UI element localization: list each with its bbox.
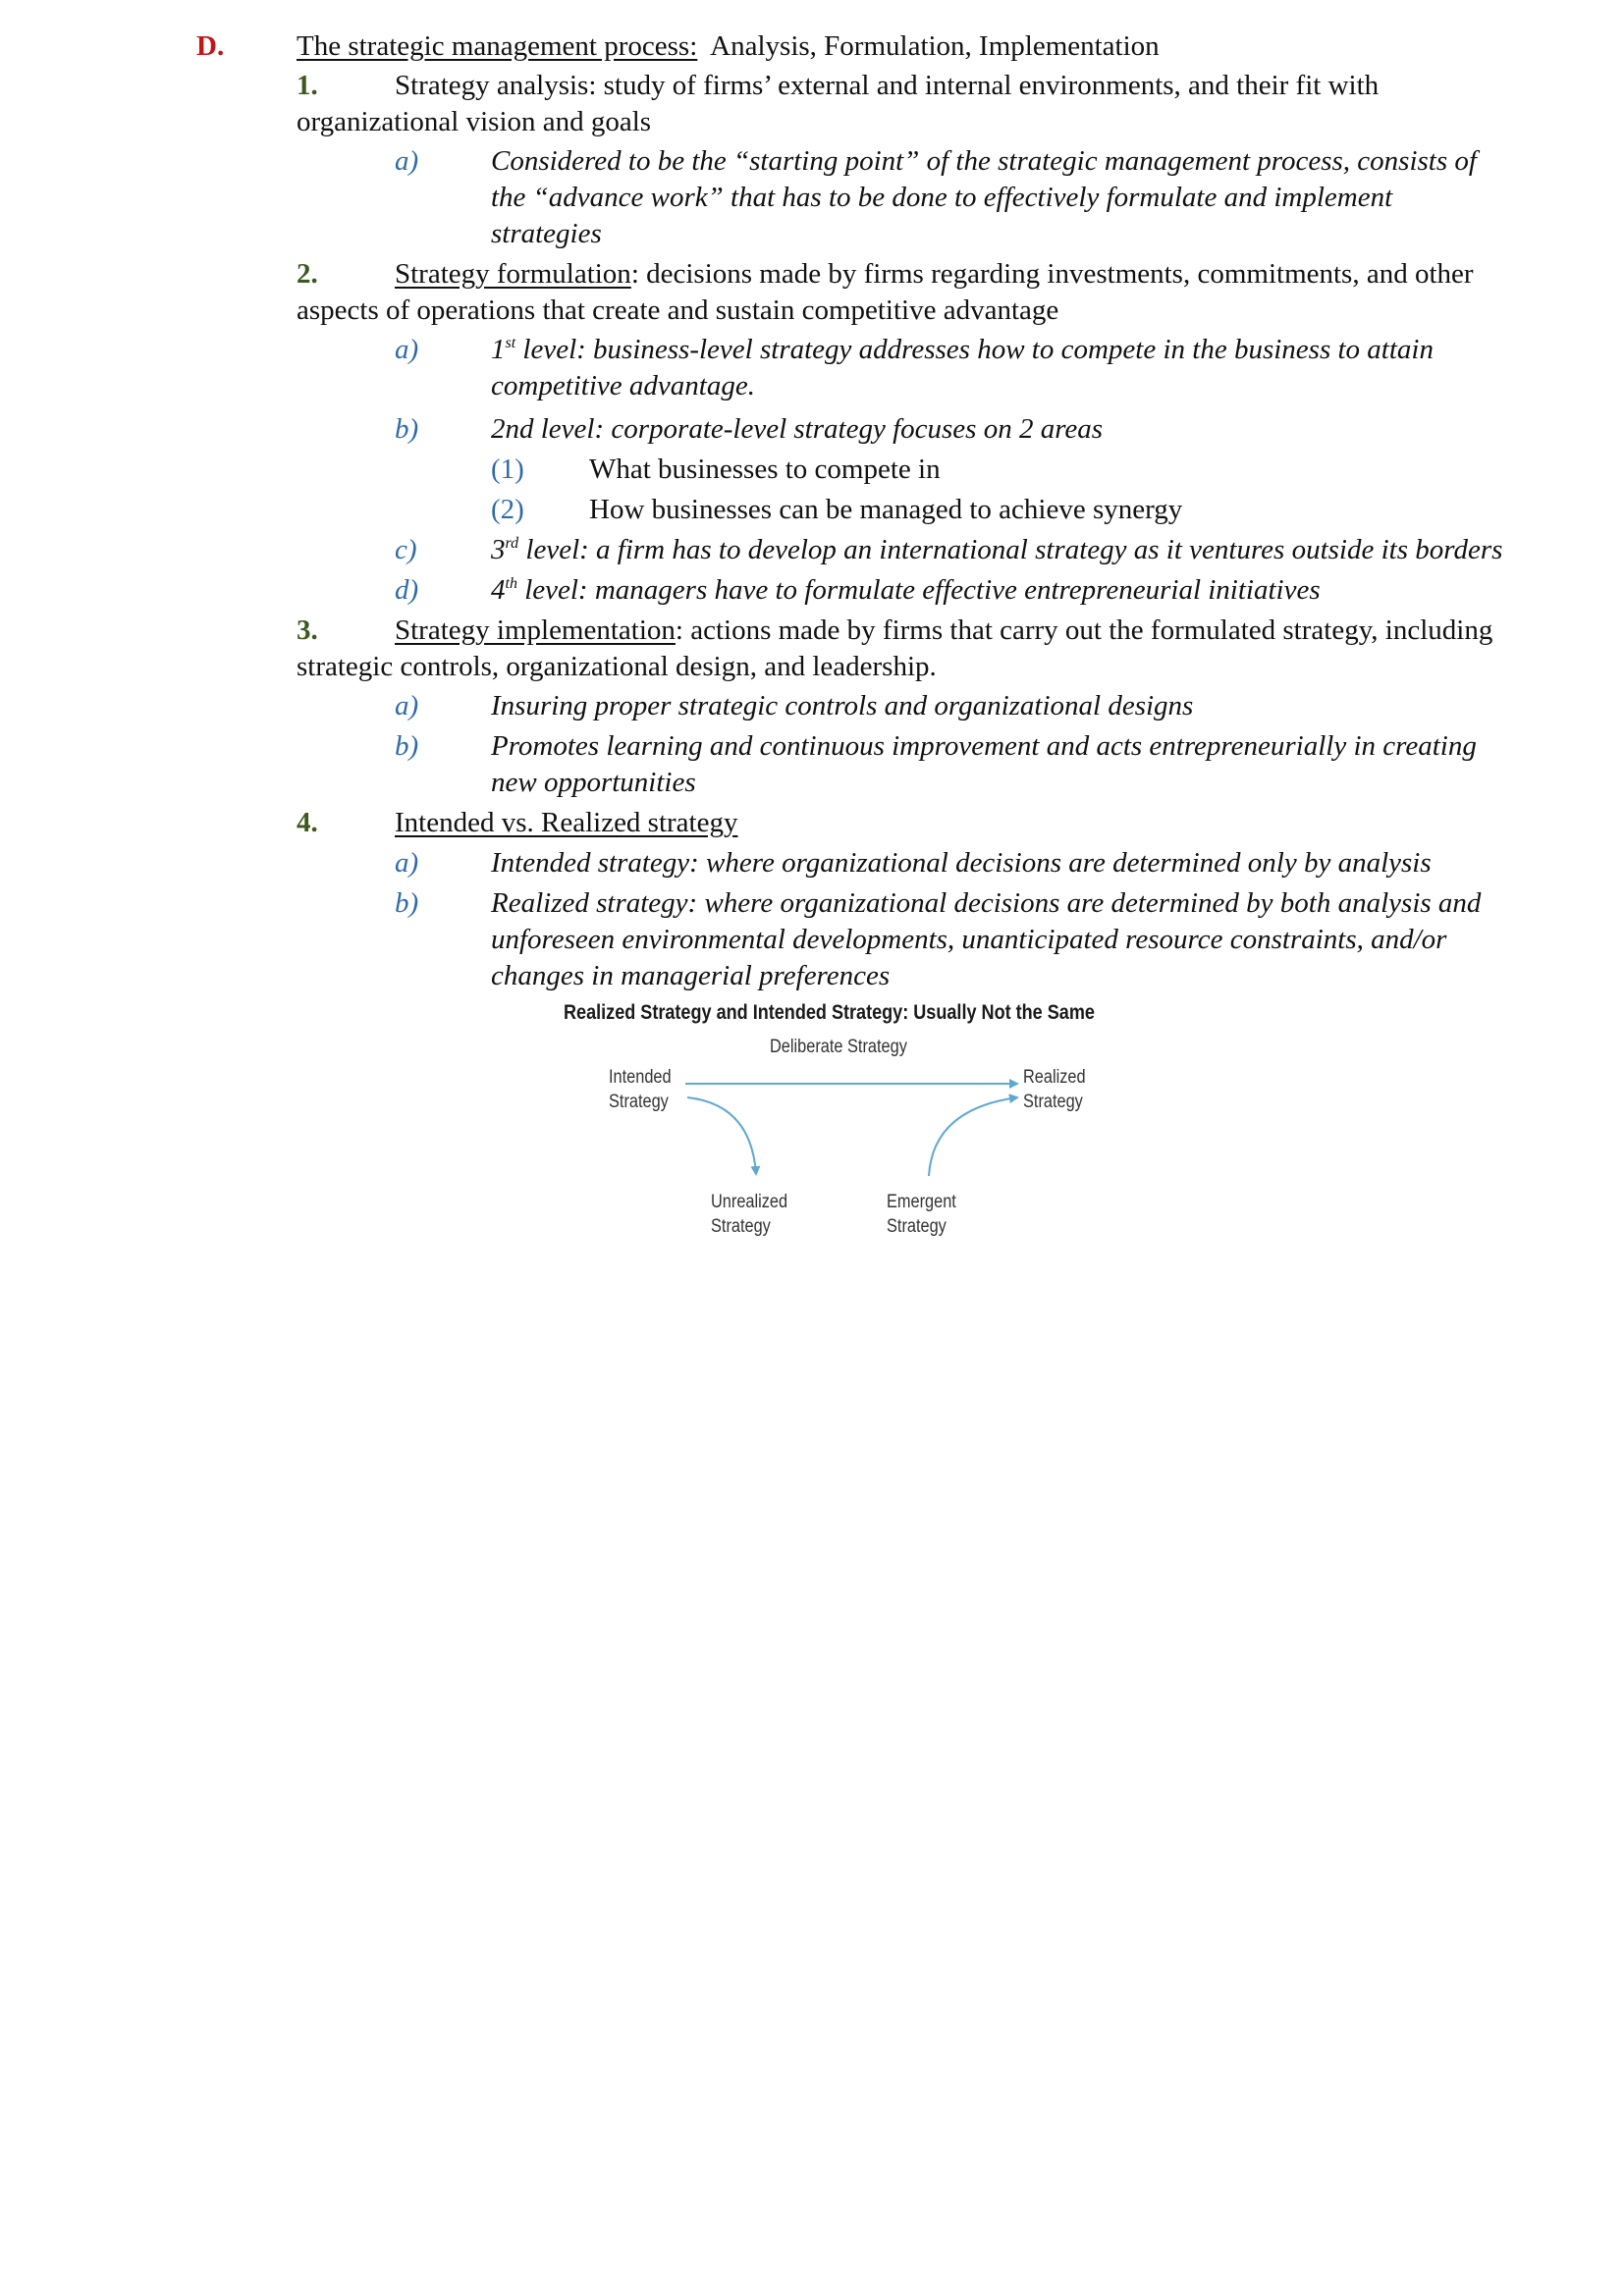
item-4-number: 4.: [297, 807, 318, 838]
item-1-text-line1: Strategy analysis: study of firms’ external and internal environments, and their fit with: [395, 70, 1380, 101]
item-2-heading: Strategy formulation: [395, 258, 631, 290]
item-3b-label: b): [395, 730, 419, 762]
item-3-text-line2: strategic controls, organizational design, and leadership.: [297, 651, 937, 682]
emergent-arrow: [929, 1097, 1017, 1176]
item-3b-line2: new opportunities: [491, 767, 696, 798]
item-2b2-text: How businesses can be managed to achieve synergy: [589, 494, 1183, 525]
item-2d-ordinal-suffix: th: [505, 575, 517, 592]
item-2d-text: level: managers have to formulate effective entrepreneurial initiatives: [516, 574, 1321, 606]
intended-label-line1: Intended: [609, 1067, 672, 1088]
item-4a-label: a): [395, 847, 419, 879]
emergent-label-line1: Emergent: [887, 1192, 956, 1212]
item-2-text-line2: aspects of operations that create and sustain competitive advantage: [297, 294, 1059, 326]
realized-label-line2: Strategy: [1023, 1092, 1083, 1112]
item-3-heading: Strategy implementation: [395, 614, 676, 646]
item-4a-text: Intended strategy: where organizational decisions are determined only by analysis: [491, 847, 1432, 879]
unrealized-arrow: [687, 1097, 756, 1174]
item-2a-ordinal: 1: [491, 334, 506, 365]
item-3a-text: Insuring proper strategic controls and organizational designs: [491, 690, 1194, 721]
item-2b-label: b): [395, 413, 419, 445]
item-2d-label: d): [395, 574, 419, 606]
item-4b-label: b): [395, 887, 419, 919]
item-2c-ordinal-suffix: rd: [505, 535, 519, 552]
item-2d-ordinal: 4: [491, 574, 506, 606]
item-1a-line1: Considered to be the “starting point” of the strategic management process, consists of: [491, 145, 1477, 177]
section-title-rest: Analysis, Formulation, Implementation: [710, 30, 1160, 62]
section-letter: D.: [196, 30, 225, 62]
emergent-label-line2: Strategy: [887, 1216, 947, 1237]
item-4-heading: Intended vs. Realized strategy: [395, 807, 738, 838]
item-3-text: : actions made by firms that carry out the formulated strategy, including: [675, 614, 1493, 646]
item-2c-label: c): [395, 534, 417, 565]
item-1a-label: a): [395, 145, 419, 177]
figure-title: Realized Strategy and Intended Strategy: Usually Not the Same: [564, 1001, 1095, 1024]
intended-label-line2: Strategy: [609, 1092, 669, 1112]
item-1-number: 1.: [297, 70, 318, 101]
item-1a-line3: strategies: [491, 218, 602, 249]
item-2b1-text: What businesses to compete in: [589, 454, 941, 485]
section-title-underlined: The strategic management process:: [297, 30, 698, 62]
item-2b1-label: (1): [491, 454, 524, 485]
item-1a-line2: the “advance work” that has to be done to effectively formulate and implement: [491, 182, 1393, 213]
item-4b-line1: Realized strategy: where organizational decisions are determined by both analysis and: [491, 887, 1482, 919]
item-4b-line3: changes in managerial preferences: [491, 960, 891, 991]
item-2a-text: level: business-level strategy addresses how to compete in the business to attain: [515, 334, 1434, 365]
item-2c-ordinal: 3: [491, 534, 506, 565]
item-3b-line1: Promotes learning and continuous improvement and acts entrepreneurially in creating: [491, 730, 1477, 762]
item-2a-ordinal-suffix: st: [505, 335, 516, 351]
item-2b2-label: (2): [491, 494, 524, 525]
item-2c-text: level: a firm has to develop an international strategy as it ventures outside its borders: [518, 534, 1503, 565]
item-2b-text: 2nd level: corporate-level strategy focuses on 2 areas: [491, 413, 1104, 445]
item-2-text: : decisions made by firms regarding investments, commitments, and other: [630, 258, 1474, 290]
item-2a-label: a): [395, 334, 419, 365]
item-3-number: 3.: [297, 614, 318, 646]
item-3a-label: a): [395, 690, 419, 721]
deliberate-strategy-label: Deliberate Strategy: [770, 1037, 907, 1057]
unrealized-label-line1: Unrealized: [711, 1192, 788, 1212]
realized-label-line1: Realized: [1023, 1067, 1086, 1088]
item-1-text-line2: organizational vision and goals: [297, 106, 652, 137]
item-2-number: 2.: [297, 258, 318, 290]
item-4b-line2: unforeseen environmental developments, unanticipated resource constraints, and/or: [491, 924, 1447, 955]
item-2a-line2: competitive advantage.: [491, 370, 755, 401]
unrealized-label-line2: Strategy: [711, 1216, 771, 1237]
